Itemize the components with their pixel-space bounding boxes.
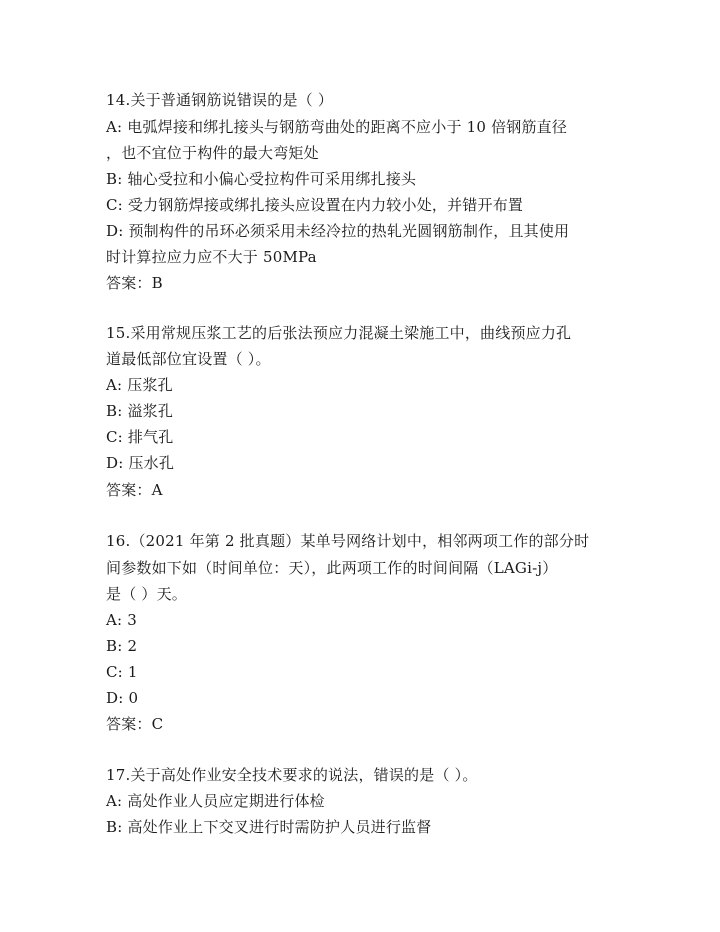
question-14-answer: 答案：B — [106, 274, 163, 292]
question-15-option-d: D: 压水孔 — [106, 454, 175, 472]
question-16-stem-cont-2: 是（ ）天。 — [106, 585, 187, 603]
question-16-stem: 16.（2021 年第 2 批真题）某单号网络计划中，相邻两项工作的部分时 — [106, 532, 590, 550]
question-14-option-d: D: 预制构件的吊环必须采用未经冷拉的热轧光圆钢筋制作，且其使用 — [106, 222, 570, 240]
question-15-option-b: B: 溢浆孔 — [106, 402, 174, 420]
question-17-option-b: B: 高处作业上下交叉进行时需防护人员进行监督 — [106, 818, 432, 836]
question-15-answer: 答案：A — [106, 481, 163, 499]
question-14-option-d-cont: 时计算拉应力应不大于 50MPa — [106, 248, 317, 266]
question-17-stem: 17.关于高处作业安全技术要求的说法，错误的是（ ）。 — [106, 766, 478, 784]
question-14-stem: 14.关于普通钢筋说错误的是（ ） — [106, 91, 334, 109]
question-16-option-a: A: 3 — [106, 611, 137, 629]
question-16-option-c: C: 1 — [106, 663, 138, 681]
question-15-stem-cont: 道最低部位宜设置（ ）。 — [106, 350, 271, 368]
question-14-option-c: C: 受力钢筋焊接或绑扎接头应设置在内力较小处，并错开布置 — [106, 196, 524, 214]
question-15-stem: 15.采用常规压浆工艺的后张法预应力混凝土梁施工中，曲线预应力孔 — [106, 324, 572, 342]
question-16-stem-cont-1: 间参数如下如（时间单位：天），此两项工作的时间间隔（LAGi-j） — [106, 559, 558, 577]
question-14-option-a-cont: ，也不宜位于构件的最大弯矩处 — [106, 144, 319, 162]
question-17-option-a: A: 高处作业人员应定期进行体检 — [106, 792, 325, 810]
question-14-option-a: A: 电弧焊接和绑扎接头与钢筋弯曲处的距离不应小于 10 倍钢筋直径 — [106, 118, 568, 136]
question-16-answer: 答案：C — [106, 715, 164, 733]
question-15-option-a: A: 压浆孔 — [106, 376, 173, 394]
question-15-option-c: C: 排气孔 — [106, 428, 174, 446]
question-16-option-d: D: 0 — [106, 689, 139, 707]
question-16-option-b: B: 2 — [106, 637, 138, 655]
question-14-option-b: B: 轴心受拉和小偏心受拉构件可采用绑扎接头 — [106, 170, 417, 188]
